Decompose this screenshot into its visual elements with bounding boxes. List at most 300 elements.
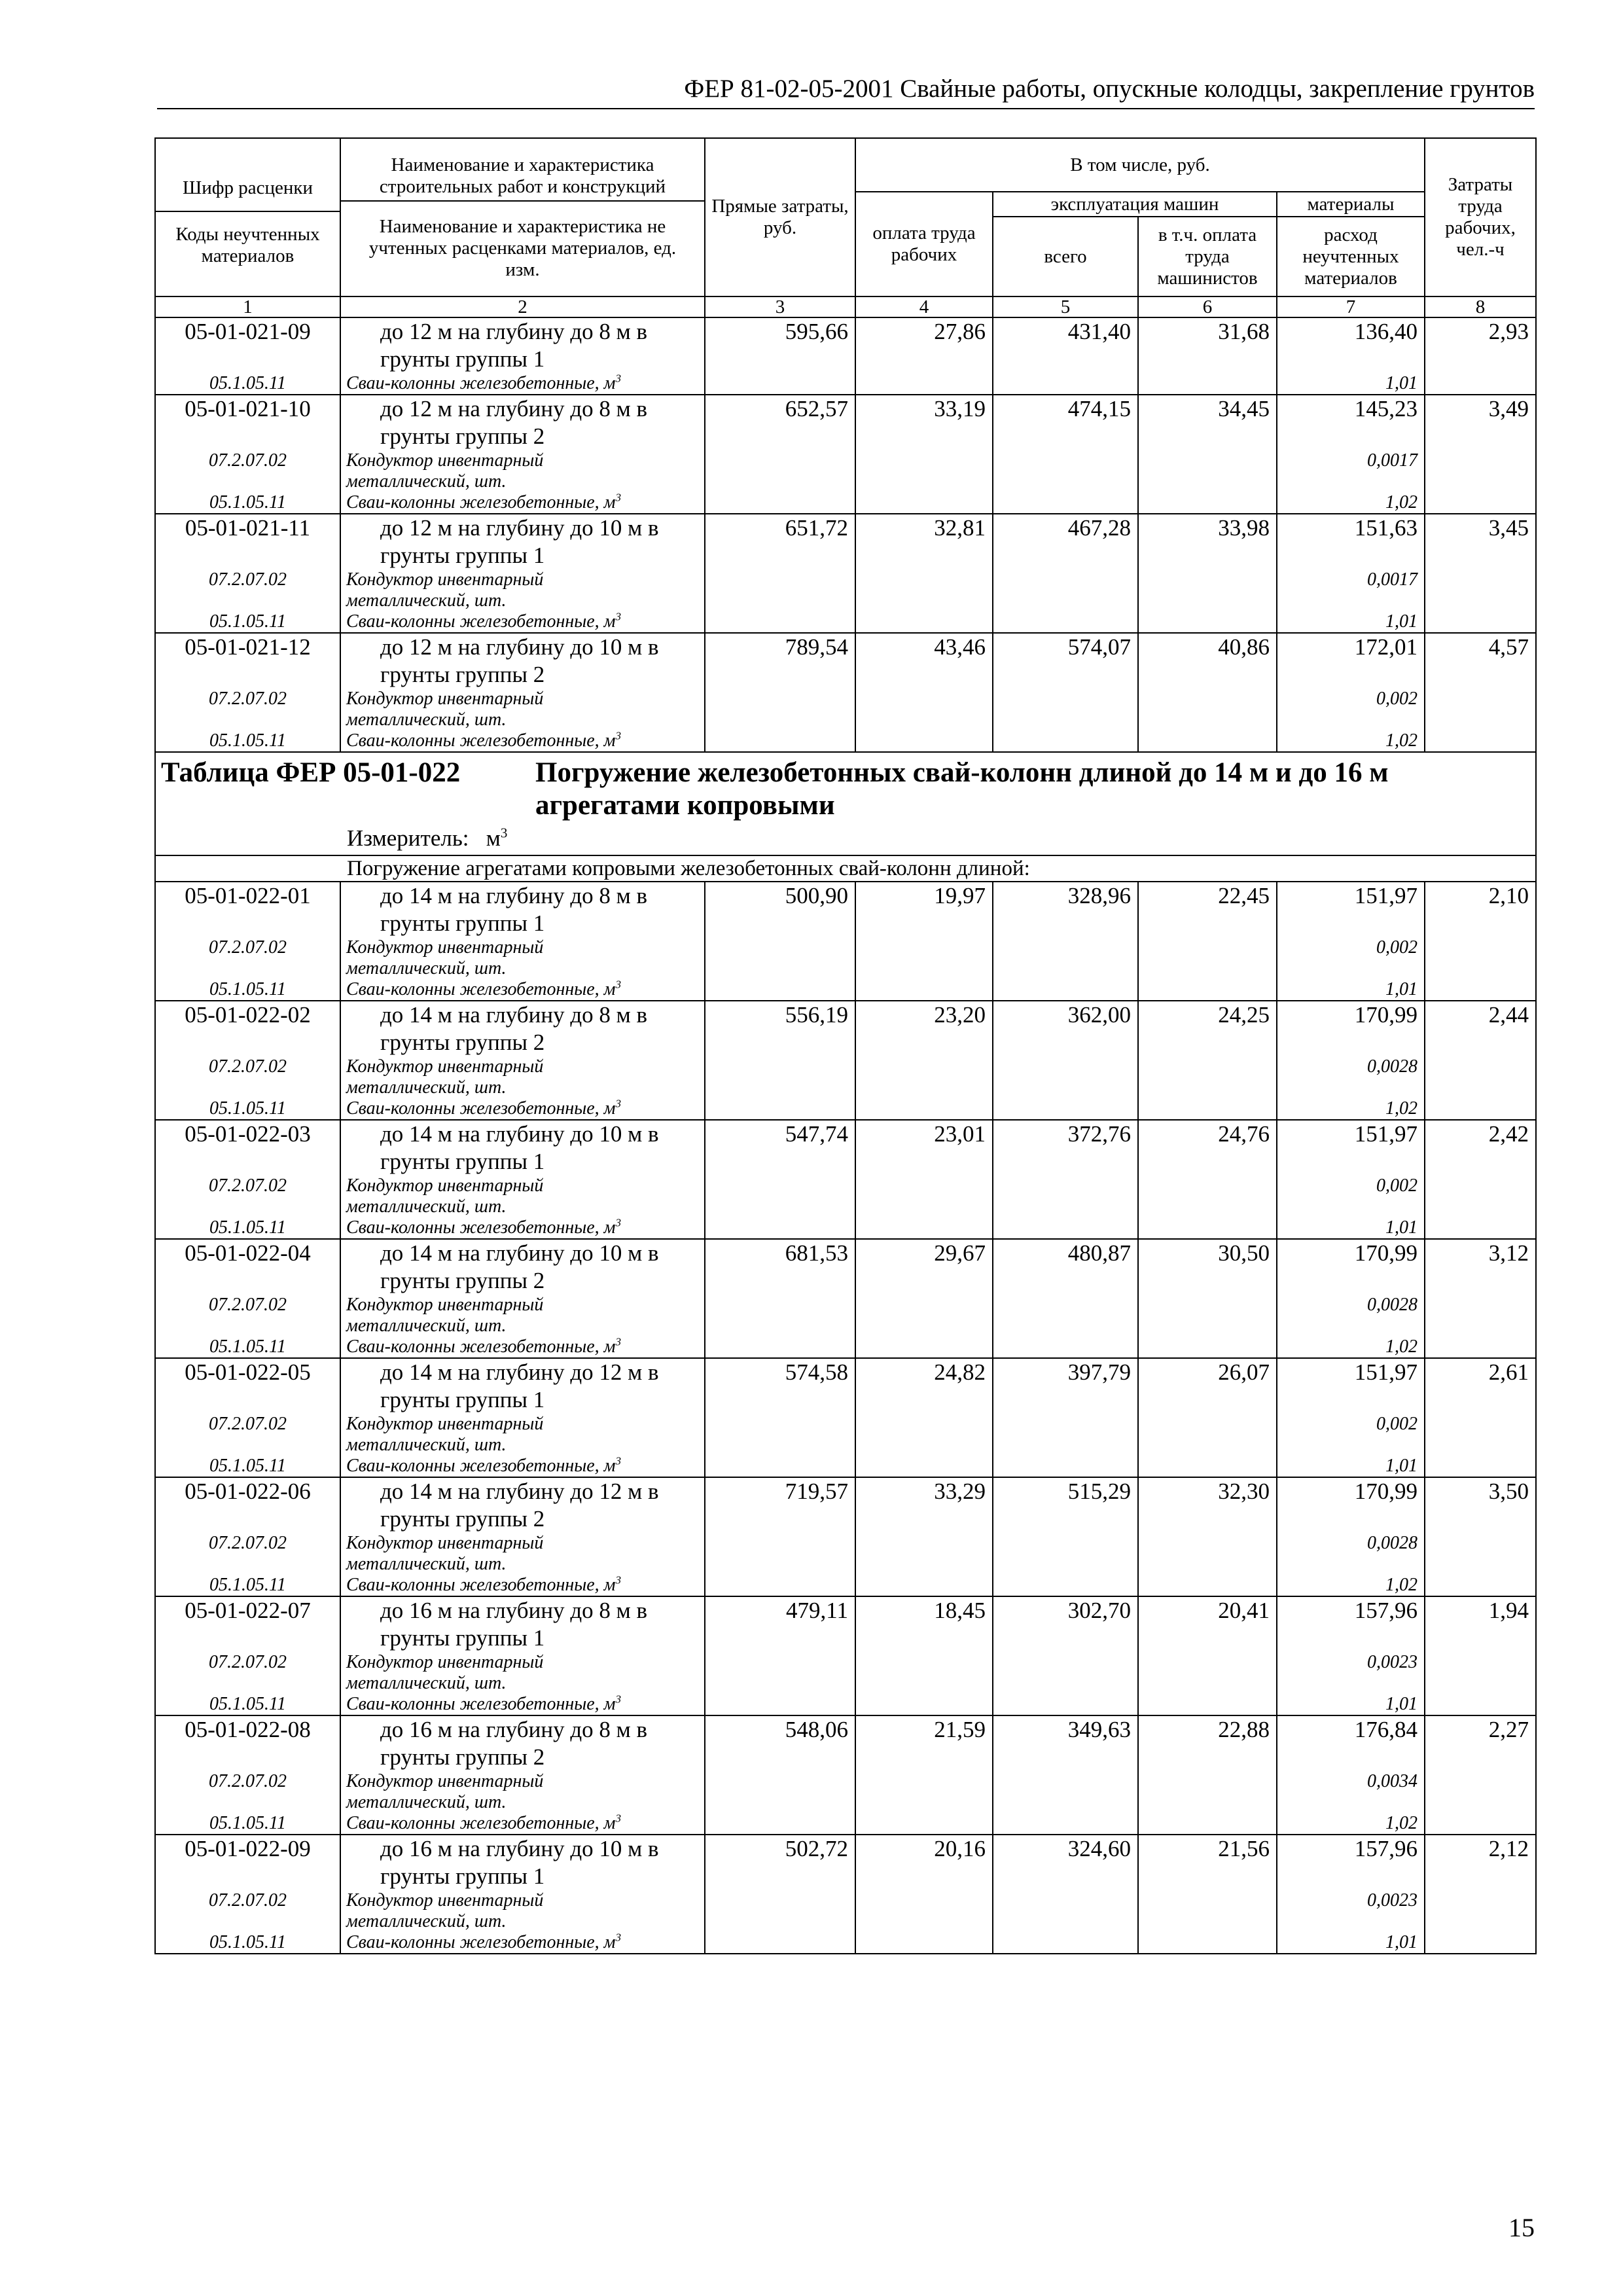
table-title: Погружение железобетонных свай-колонн длиной до 14 м и до 16 м агрегатами копровыми xyxy=(535,757,1389,821)
labor-pay: 23,20 xyxy=(934,1002,986,1028)
machines-total: 397,79 xyxy=(1067,1359,1131,1385)
spacer xyxy=(156,1029,340,1056)
material-name-text: Кондуктор инвентарный xyxy=(346,450,544,471)
table-row xyxy=(155,317,1536,395)
machines-total: 467,28 xyxy=(1067,515,1131,541)
material-qty: 0,0023 xyxy=(1367,1652,1418,1672)
material-qty: 1,01 xyxy=(1385,1932,1418,1952)
material-name-text: Кондуктор инвентарный xyxy=(346,1771,544,1791)
name-cell xyxy=(340,882,705,1001)
spacer xyxy=(156,1505,340,1533)
machines-labor-pay: 24,76 xyxy=(1218,1121,1270,1147)
machines-labor-pay-cell xyxy=(1138,1001,1277,1120)
page-number: 15 xyxy=(1508,2213,1535,2242)
direct-cost: 652,57 xyxy=(785,396,848,422)
material-code: 05.1.05.11 xyxy=(209,1813,286,1833)
work-name-2: грунты группы 1 xyxy=(380,346,545,372)
material-qty: 0,002 xyxy=(1376,937,1418,958)
materials-cell xyxy=(1277,1477,1425,1596)
meter-label: Измеритель: xyxy=(347,825,469,851)
machines-total-cell xyxy=(993,1835,1138,1954)
labor-cost-cell xyxy=(1425,1596,1536,1715)
direct-cost: 500,90 xyxy=(785,883,848,908)
labor-pay: 18,45 xyxy=(934,1598,986,1623)
col-index: 1 xyxy=(155,296,340,317)
direct-cost-cell xyxy=(705,1596,855,1715)
col-incl: В том числе, руб. xyxy=(855,138,1425,192)
materials-cell xyxy=(1277,317,1425,395)
col-name-bottom: Наименование и характеристика не учтенных расценками материалов, ед. изм. xyxy=(368,215,677,280)
work-name: до 14 м на глубину до 8 м в xyxy=(380,883,648,908)
labor-cost-cell xyxy=(1425,1715,1536,1835)
labor-pay: 21,59 xyxy=(934,1717,986,1742)
labor-cost-cell xyxy=(1425,1120,1536,1239)
machines-total: 362,00 xyxy=(1067,1002,1131,1028)
material-name-text: Сваи-колонны железобетонные, м xyxy=(346,730,616,751)
material-qty: 1,01 xyxy=(1385,979,1418,999)
materials-cost: 170,99 xyxy=(1354,1240,1418,1266)
material-code: 07.2.07.02 xyxy=(209,450,287,471)
work-name: до 16 м на глубину до 10 м в xyxy=(380,1836,659,1861)
work-name: до 14 м на глубину до 8 м в xyxy=(380,1002,648,1028)
code-cell xyxy=(155,1835,340,1954)
material-code: 05.1.05.11 xyxy=(209,979,286,999)
spacer xyxy=(156,1624,340,1652)
material-name-2: металлический, шт. xyxy=(346,1316,507,1336)
col-materials-sub: расход неучтенных материалов xyxy=(1277,217,1425,296)
name-cell xyxy=(340,1715,705,1835)
labor-pay-cell xyxy=(855,1239,993,1358)
labor-pay: 24,82 xyxy=(934,1359,986,1385)
material-code: 07.2.07.02 xyxy=(209,1890,287,1910)
meter-unit: м xyxy=(486,825,501,851)
direct-cost-cell xyxy=(705,395,855,514)
table-row xyxy=(155,1715,1536,1835)
spacer xyxy=(156,423,340,450)
machines-labor-pay: 33,98 xyxy=(1218,515,1270,541)
direct-cost: 789,54 xyxy=(785,634,848,660)
table-row xyxy=(155,633,1536,752)
material-name-text: Кондуктор инвентарный xyxy=(346,569,544,590)
material-qty: 1,02 xyxy=(1385,1098,1418,1119)
material-name-2: металлический, шт. xyxy=(346,1792,507,1812)
labor-cost: 2,12 xyxy=(1488,1836,1529,1861)
machines-labor-pay: 22,88 xyxy=(1218,1717,1270,1742)
table-row xyxy=(155,1239,1536,1358)
direct-cost-cell xyxy=(705,514,855,633)
material-code: 07.2.07.02 xyxy=(209,1175,287,1196)
work-name-2: грунты группы 1 xyxy=(380,1387,545,1412)
material-name-2: металлический, шт. xyxy=(346,709,507,730)
work-name: до 14 м на глубину до 10 м в xyxy=(380,1240,659,1266)
material-code: 07.2.07.02 xyxy=(209,689,287,709)
work-name: до 14 м на глубину до 10 м в xyxy=(380,1121,659,1147)
labor-pay: 33,19 xyxy=(934,396,986,422)
rate-code: 05-01-022-04 xyxy=(185,1240,311,1266)
materials-cost: 151,63 xyxy=(1354,515,1418,541)
spacer xyxy=(1277,1505,1418,1533)
direct-cost: 719,57 xyxy=(785,1479,848,1504)
rate-code: 05-01-022-07 xyxy=(185,1598,311,1623)
table-row xyxy=(155,1001,1536,1120)
direct-cost-cell xyxy=(705,633,855,752)
labor-pay-cell xyxy=(855,317,993,395)
name-cell xyxy=(340,1239,705,1358)
name-cell xyxy=(340,1477,705,1596)
spacer xyxy=(1277,1744,1418,1771)
material-qty: 0,0028 xyxy=(1367,1295,1418,1315)
material-name-2: металлический, шт. xyxy=(346,958,507,978)
spacer xyxy=(156,661,340,689)
rate-code: 05-01-022-06 xyxy=(185,1479,311,1504)
material-code: 07.2.07.02 xyxy=(209,1771,287,1791)
material-qty: 1,02 xyxy=(1385,1813,1418,1833)
table-row xyxy=(155,1120,1536,1239)
machines-labor-pay: 32,30 xyxy=(1218,1479,1270,1504)
direct-cost-cell xyxy=(705,1835,855,1954)
material-code: 07.2.07.02 xyxy=(209,569,287,590)
labor-cost: 3,50 xyxy=(1488,1479,1529,1504)
material-name-2: металлический, шт. xyxy=(346,471,507,492)
labor-cost-cell xyxy=(1425,514,1536,633)
direct-cost-cell xyxy=(705,1001,855,1120)
price-table xyxy=(154,137,1537,1954)
table-row xyxy=(155,395,1536,514)
direct-cost: 479,11 xyxy=(786,1598,848,1623)
labor-cost: 2,10 xyxy=(1488,883,1529,908)
code-cell xyxy=(155,633,340,752)
rate-code: 05-01-022-08 xyxy=(185,1717,311,1742)
material-name: Сваи-колонны железобетонные, $м^3$ xyxy=(346,1454,621,1476)
machines-total-cell xyxy=(993,1358,1138,1477)
material-name xyxy=(346,1652,700,1673)
material-name-2: металлический, шт. xyxy=(346,1077,507,1098)
header-rule xyxy=(157,108,1535,109)
name-cell xyxy=(340,514,705,633)
machines-total-cell xyxy=(993,882,1138,1001)
machines-labor-pay-cell xyxy=(1138,882,1277,1001)
machines-total-cell xyxy=(993,317,1138,395)
materials-cell xyxy=(1277,514,1425,633)
materials-cell xyxy=(1277,1596,1425,1715)
code-cell xyxy=(155,1001,340,1120)
material-name-text: Кондуктор инвентарный xyxy=(346,1295,544,1315)
code-cell xyxy=(155,1596,340,1715)
code-cell xyxy=(155,1120,340,1239)
name-cell xyxy=(340,317,705,395)
col-materials: материалы xyxy=(1277,192,1425,217)
material-code: 05.1.05.11 xyxy=(209,1098,286,1119)
table-row xyxy=(155,1358,1536,1477)
materials-cell xyxy=(1277,1358,1425,1477)
materials-cell xyxy=(1277,1239,1425,1358)
material-qty: 1,01 xyxy=(1385,373,1418,393)
material-name xyxy=(346,1056,700,1077)
col-index: 8 xyxy=(1425,296,1536,317)
material-qty: 1,02 xyxy=(1385,1575,1418,1595)
material-name: Сваи-колонны железобетонные, $м^3$ xyxy=(346,1812,621,1833)
code-cell xyxy=(155,1715,340,1835)
material-qty: 0,002 xyxy=(1376,1175,1418,1196)
labor-pay: 32,81 xyxy=(934,515,986,541)
materials-cell xyxy=(1277,395,1425,514)
col-name-top: Наименование и характеристика строительных работ и конструкций xyxy=(341,154,704,202)
work-name: до 12 м на глубину до 8 м в xyxy=(380,319,648,344)
machines-total-cell xyxy=(993,1120,1138,1239)
material-name-2: металлический, шт. xyxy=(346,1196,507,1217)
material-code: 07.2.07.02 xyxy=(209,1295,287,1315)
work-name-2: грунты группы 2 xyxy=(380,1268,545,1293)
work-name-2: грунты группы 2 xyxy=(380,1744,545,1770)
labor-pay-cell xyxy=(855,395,993,514)
material-qty: 0,0028 xyxy=(1367,1056,1418,1077)
work-name-2: грунты группы 2 xyxy=(380,1030,545,1055)
material-name-text: Сваи-колонны железобетонные, м xyxy=(346,1575,616,1595)
table-caption: Таблица ФЕР 05-01-022 Погружение железобетонных свай-колонн длиной до 14 м и до 16 м агрегатами копровыми Измеритель: $м^3$ Погружение агрегатами копровыми железобетонных свай-колонн длиной: xyxy=(155,752,1536,882)
material-name-text: Сваи-колонны железобетонные, м xyxy=(346,373,616,393)
labor-pay-cell xyxy=(855,882,993,1001)
machines-labor-pay-cell xyxy=(1138,395,1277,514)
spacer xyxy=(1277,661,1418,689)
material-qty: 1,01 xyxy=(1385,1217,1418,1238)
material-name-text: Кондуктор инвентарный xyxy=(346,689,544,709)
material-name xyxy=(346,1414,700,1435)
material-name xyxy=(346,569,700,590)
direct-cost: 595,66 xyxy=(785,319,848,344)
work-name-2: грунты группы 2 xyxy=(380,1506,545,1532)
machines-labor-pay-cell xyxy=(1138,1358,1277,1477)
direct-cost: 651,72 xyxy=(785,515,848,541)
material-code: 05.1.05.11 xyxy=(209,1217,286,1238)
name-cell xyxy=(340,1596,705,1715)
machines-total: 474,15 xyxy=(1067,396,1131,422)
col-machines: эксплуатация машин xyxy=(993,192,1277,217)
table-header xyxy=(155,138,1536,317)
work-name-2: грунты группы 1 xyxy=(380,1149,545,1174)
material-code: 05.1.05.11 xyxy=(209,1932,286,1952)
labor-pay: 20,16 xyxy=(934,1836,986,1861)
material-qty: 1,02 xyxy=(1385,1336,1418,1357)
direct-cost: 547,74 xyxy=(785,1121,848,1147)
work-name-2: грунты группы 1 xyxy=(380,543,545,568)
material-code: 05.1.05.11 xyxy=(209,1456,286,1476)
material-name: Сваи-колонны железобетонные, $м^3$ xyxy=(346,1573,621,1595)
direct-cost: 548,06 xyxy=(785,1717,848,1742)
labor-pay-cell xyxy=(855,1596,993,1715)
spacer xyxy=(1277,1148,1418,1175)
material-code: 05.1.05.11 xyxy=(209,492,286,512)
material-code: 07.2.07.02 xyxy=(209,1056,287,1077)
spacer xyxy=(1277,1029,1418,1056)
machines-total-cell xyxy=(993,395,1138,514)
labor-cost-cell xyxy=(1425,317,1536,395)
machines-labor-pay-cell xyxy=(1138,1835,1277,1954)
work-name: до 16 м на глубину до 8 м в xyxy=(380,1717,648,1742)
material-code: 05.1.05.11 xyxy=(209,1694,286,1714)
rate-code: 05-01-022-01 xyxy=(185,883,311,908)
labor-cost: 2,61 xyxy=(1488,1359,1529,1385)
labor-cost-cell xyxy=(1425,395,1536,514)
spacer xyxy=(1277,1863,1418,1890)
name-cell xyxy=(340,1835,705,1954)
direct-cost-cell xyxy=(705,882,855,1001)
machines-total-cell xyxy=(993,1596,1138,1715)
material-name-text: Сваи-колонны железобетонные, м xyxy=(346,1098,616,1119)
spacer xyxy=(156,1863,340,1890)
material-name xyxy=(346,1295,700,1316)
material-name xyxy=(346,1890,700,1911)
materials-cost: 157,96 xyxy=(1354,1598,1418,1623)
material-qty: 1,01 xyxy=(1385,1694,1418,1714)
machines-total-cell xyxy=(993,1477,1138,1596)
rate-code: 05-01-022-02 xyxy=(185,1002,311,1028)
spacer xyxy=(156,1148,340,1175)
material-code: 05.1.05.11 xyxy=(209,1336,286,1357)
labor-cost: 4,57 xyxy=(1488,634,1529,660)
material-name-2: металлический, шт. xyxy=(346,1554,507,1574)
machines-total: 372,76 xyxy=(1067,1121,1131,1147)
machines-labor-pay-cell xyxy=(1138,1596,1277,1715)
col-index: 7 xyxy=(1277,296,1425,317)
labor-pay: 23,01 xyxy=(934,1121,986,1147)
work-name: до 14 м на глубину до 12 м в xyxy=(380,1359,659,1385)
rate-code: 05-01-021-09 xyxy=(185,319,311,344)
machines-total: 515,29 xyxy=(1067,1479,1131,1504)
labor-cost-cell xyxy=(1425,1239,1536,1358)
material-name: Сваи-колонны железобетонные, $м^3$ xyxy=(346,610,621,632)
labor-cost: 2,27 xyxy=(1488,1717,1529,1742)
machines-labor-pay: 26,07 xyxy=(1218,1359,1270,1385)
machines-labor-pay: 30,50 xyxy=(1218,1240,1270,1266)
col-labor-cost: Затраты труда рабочих, чел.-ч xyxy=(1425,138,1536,296)
labor-pay: 33,29 xyxy=(934,1479,986,1504)
materials-cost: 151,97 xyxy=(1354,1121,1418,1147)
material-qty: 0,0017 xyxy=(1367,450,1418,471)
name-cell xyxy=(340,1001,705,1120)
col-machines-labor: в т.ч. оплата труда машинистов xyxy=(1138,217,1277,296)
code-cell xyxy=(155,882,340,1001)
material-name-text: Кондуктор инвентарный xyxy=(346,1890,544,1910)
material-name-text: Кондуктор инвентарный xyxy=(346,1414,544,1434)
code-cell xyxy=(155,317,340,395)
labor-cost: 2,42 xyxy=(1488,1121,1529,1147)
material-qty: 0,002 xyxy=(1376,689,1418,709)
labor-cost: 2,44 xyxy=(1488,1002,1529,1028)
material-name: Сваи-колонны железобетонные, $м^3$ xyxy=(346,1693,621,1714)
material-name-text: Сваи-колонны железобетонные, м xyxy=(346,1456,616,1476)
machines-labor-pay-cell xyxy=(1138,1715,1277,1835)
direct-cost-cell xyxy=(705,1715,855,1835)
machines-labor-pay: 22,45 xyxy=(1218,883,1270,908)
direct-cost: 556,19 xyxy=(785,1002,848,1028)
spacer xyxy=(1277,542,1418,569)
materials-cell xyxy=(1277,633,1425,752)
work-name: до 16 м на глубину до 8 м в xyxy=(380,1598,648,1623)
machines-total: 349,63 xyxy=(1067,1717,1131,1742)
material-name-text: Сваи-колонны железобетонные, м xyxy=(346,611,616,632)
labor-cost-cell xyxy=(1425,633,1536,752)
spacer xyxy=(1277,910,1418,937)
rate-code: 05-01-021-12 xyxy=(185,634,311,660)
material-name xyxy=(346,937,700,958)
table-row xyxy=(155,882,1536,1001)
machines-labor-pay: 20,41 xyxy=(1218,1598,1270,1623)
spacer xyxy=(1277,346,1418,373)
machines-total-cell xyxy=(993,1239,1138,1358)
material-name: Сваи-колонны железобетонные, $м^3$ xyxy=(346,372,621,393)
labor-pay: 43,46 xyxy=(934,634,986,660)
direct-cost-cell xyxy=(705,317,855,395)
work-name-2: грунты группы 1 xyxy=(380,1625,545,1651)
material-qty: 0,0028 xyxy=(1367,1533,1418,1553)
spacer xyxy=(1277,1624,1418,1652)
machines-labor-pay-cell xyxy=(1138,317,1277,395)
materials-cell xyxy=(1277,1120,1425,1239)
labor-pay: 27,86 xyxy=(934,319,986,344)
material-qty: 1,01 xyxy=(1385,611,1418,632)
col-machines-total: всего xyxy=(993,217,1138,296)
work-name: до 14 м на глубину до 12 м в xyxy=(380,1479,659,1504)
labor-pay-cell xyxy=(855,1477,993,1596)
work-name-2: грунты группы 2 xyxy=(380,423,545,449)
col-labor-pay: оплата труда рабочих xyxy=(855,192,993,296)
machines-total: 324,60 xyxy=(1067,1836,1131,1861)
material-name: Сваи-колонны железобетонные, $м^3$ xyxy=(346,491,621,512)
labor-cost: 2,93 xyxy=(1488,319,1529,344)
material-code: 07.2.07.02 xyxy=(209,1533,287,1553)
rate-code: 05-01-021-10 xyxy=(185,396,311,422)
work-name-2: грунты группы 1 xyxy=(380,1863,545,1889)
table-label: Таблица ФЕР 05-01-022 xyxy=(161,757,461,788)
spacer xyxy=(156,910,340,937)
materials-cost: 151,97 xyxy=(1354,883,1418,908)
material-name-text: Сваи-колонны железобетонные, м xyxy=(346,1694,616,1714)
rate-code: 05-01-022-09 xyxy=(185,1836,311,1861)
machines-labor-pay: 31,68 xyxy=(1218,319,1270,344)
labor-cost-cell xyxy=(1425,1477,1536,1596)
labor-cost: 3,49 xyxy=(1488,396,1529,422)
col-code-top: Шифр расценки xyxy=(156,168,340,212)
spacer xyxy=(156,1386,340,1414)
table-row xyxy=(155,1477,1536,1596)
labor-cost-cell xyxy=(1425,882,1536,1001)
material-name xyxy=(346,689,700,709)
spacer xyxy=(156,1744,340,1771)
table-row xyxy=(155,1596,1536,1715)
machines-labor-pay-cell xyxy=(1138,514,1277,633)
code-cell xyxy=(155,1477,340,1596)
spacer xyxy=(1277,423,1418,450)
labor-cost: 3,12 xyxy=(1488,1240,1529,1266)
code-cell xyxy=(155,514,340,633)
material-code: 07.2.07.02 xyxy=(209,1414,287,1434)
materials-cost: 172,01 xyxy=(1354,634,1418,660)
labor-pay-cell xyxy=(855,1358,993,1477)
name-cell xyxy=(340,633,705,752)
machines-labor-pay: 21,56 xyxy=(1218,1836,1270,1861)
material-name-text: Сваи-колонны железобетонные, м xyxy=(346,979,616,999)
material-name-text: Кондуктор инвентарный xyxy=(346,1175,544,1196)
labor-pay-cell xyxy=(855,514,993,633)
material-name-2: металлический, шт. xyxy=(346,1911,507,1931)
col-index: 2 xyxy=(340,296,705,317)
machines-total: 302,70 xyxy=(1067,1598,1131,1623)
direct-cost-cell xyxy=(705,1477,855,1596)
material-name: Сваи-колонны железобетонные, $м^3$ xyxy=(346,978,621,999)
material-code: 05.1.05.11 xyxy=(209,611,286,632)
material-name: Сваи-колонны железобетонные, $м^3$ xyxy=(346,1931,621,1952)
work-name-2: грунты группы 1 xyxy=(380,910,545,936)
